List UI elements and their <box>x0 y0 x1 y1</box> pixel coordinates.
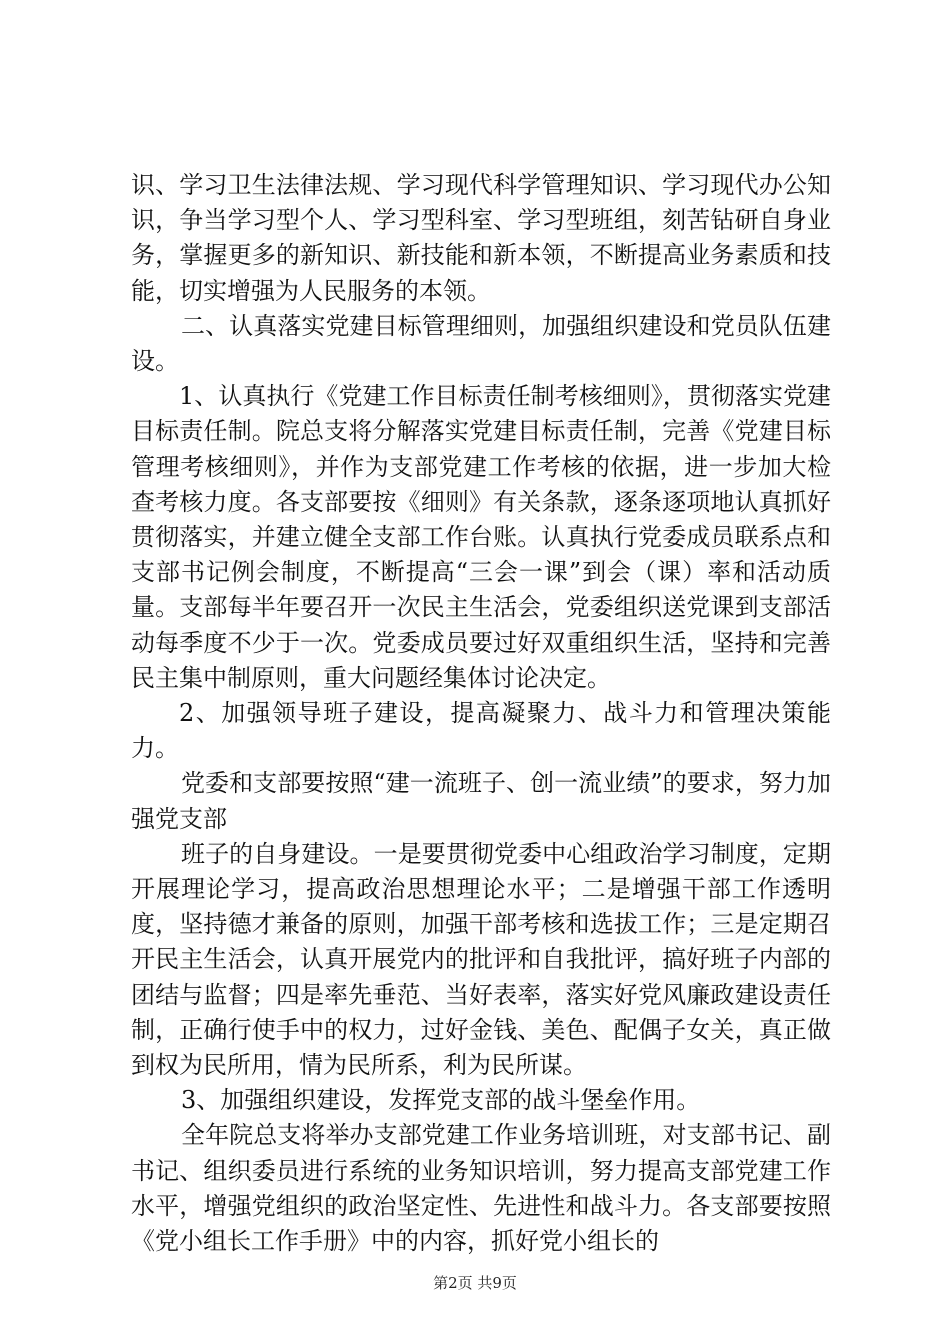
paragraph-team-building: 班子的自身建设。一是要贯彻党委中心组政治学习制度，定期开展理论学习，提高政治思想理论水平；二是增强干部工作透明度，坚持德才兼备的原则，加强干部考核和选拔工作；三是定期召开民主生活会，认真开展党内的批评和自我批评，搞好班子内部的团结与监督；四是率先垂范、当好表率，落实好党风廉政建设责任制，正确行使手中的权力，过好金钱、美色、配偶子女关，真正做到权为民所用，情为民所系，利为民所谋。 <box>131 839 831 1080</box>
paragraph-item-3: 3、加强组织建设，发挥党支部的战斗堡垒作用。 <box>181 1086 701 1115</box>
paragraph-item-1: 1、认真执行《党建工作目标责任制考核细则》，贯彻落实党建目标责任制。院总支将分解落实党建目标责任制，完善《党建目标管理考核细则》，并作为支部党建工作考核的依据，进一步加大检查考核力度。各支部要按《细则》有关条款，逐条逐项地认真抓好贯彻落实，并建立健全支部工作台账。认真执行党委成员联系点和支部书记例会制度，不断提高“三会一课”到会（课）率和活动质量。支部每半年要召开一次民主生活会，党委组织送党课到支部活动每季度不少于一次。党委成员要过好双重组织生活，坚持和完善民主集中制原则，重大问题经集体讨论决定。 <box>131 382 831 692</box>
paragraph-item-2: 2、加强领导班子建设，提高凝聚力、战斗力和管理决策能力。 <box>131 699 831 763</box>
section-heading-2: 二、认真落实党建目标管理细则，加强组织建设和党员队伍建设。 <box>131 311 831 376</box>
paragraph-requirements: 党委和支部要按照“建一流班子、创一流业绩”的要求，努力加强党支部 <box>131 769 831 833</box>
document-body <box>131 168 831 1259</box>
paragraph-training: 全年院总支将举办支部党建工作业务培训班，对支部书记、副书记、组织委员进行系统的业务知识培训，努力提高支部党建工作水平，增强党组织的政治坚定性、先进性和战斗力。各支部要按照《党小组长工作手册》中的内容，抓好党小组长的 <box>131 1121 831 1256</box>
page-number-footer: 第2页 共9页 <box>433 1274 517 1292</box>
paragraph-continuation: 识、学习卫生法律法规、学习现代科学管理知识、学习现代办公知识，争当学习型个人、学习型科室、学习型班组，刻苦钻研自身业务，掌握更多的新知识、新技能和新本领，不断提高业务素质和技能，切实增强为人民服务的本领。 <box>131 171 831 305</box>
